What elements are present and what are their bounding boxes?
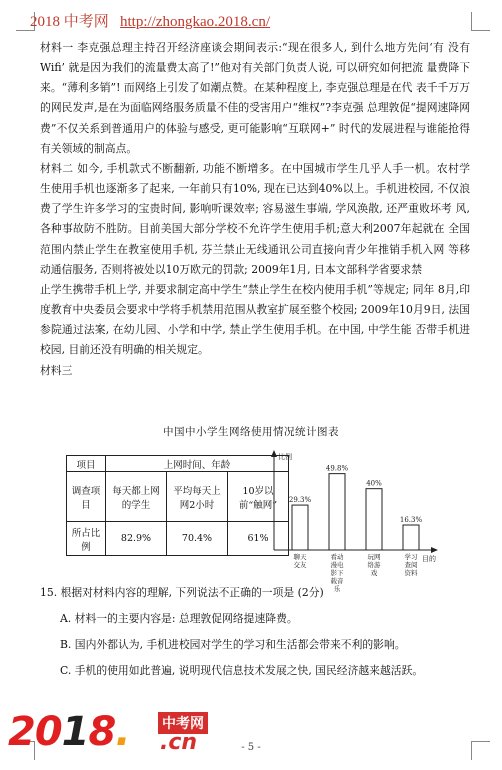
logo-part: . — [115, 709, 130, 755]
bar — [329, 474, 345, 550]
crop-mark-top-right — [471, 12, 490, 31]
table-row — [67, 456, 289, 472]
page-header — [30, 10, 270, 31]
chart-title: 中国中小学生网络使用情况统计图表 — [163, 426, 339, 438]
question-stem: 15. 根据对材料内容的理解, 下列说法不正确的一项是 (2分) — [40, 586, 324, 599]
material-three-label: 材料三 — [40, 363, 73, 377]
option-b: B. 国内外都认为, 手机进校园对学生的学习和生活都会带来不利的影响。 — [60, 638, 406, 651]
logo-part: 20 — [8, 709, 62, 755]
header-site: 2018 中考网 — [30, 14, 109, 30]
bar-chart — [262, 450, 442, 593]
option-c: C. 手机的使用如此普遍, 说明现代信息技术发展之快, 国民经济越来越活跃。 — [60, 664, 424, 677]
material-two-continued: 止学生携带手机上学, 并要求制定高中学生“禁止学生在校内使用手机”等规定; 同年 8月,印度教育中央委员会要求中学将手机禁用范围从教室扩展至整个校园; 2009年10月9日, 法国参院通过法案, 在幼儿园、小学和中学, 禁止学生使用手机。在中国, 中学生能 否带手机进校园, 目前还没有明确的相关规定。 — [40, 282, 470, 357]
x-axis-label: 目的 — [422, 555, 436, 563]
table-row — [67, 472, 289, 522]
question-15 — [40, 584, 470, 680]
logo-badge: 中考网 — [158, 712, 208, 734]
material-text — [40, 38, 470, 381]
table-cell: 82.9% — [106, 522, 167, 556]
bar-value-label: 16.3% — [399, 516, 423, 525]
table-cell: 70.4% — [167, 522, 228, 556]
table-cell: 调查项目 — [67, 472, 106, 522]
table-cell: 上网时间、年龄 — [106, 456, 289, 472]
stats-table — [66, 455, 289, 556]
bar — [366, 489, 382, 550]
bar — [403, 525, 419, 550]
table-cell: 所占比例 — [67, 522, 106, 556]
bar-value-label: 29.3% — [288, 496, 312, 505]
category-label: 玩网络游戏 — [367, 553, 381, 577]
material-one: 材料一 李克强总理主持召开经济座谈会期间表示:“现在很多人, 到什么地方先问‘有 没有Wifi’ 就是因为我们的流量费太高了!”他对有关部门负责人说, 可以研究如何把流 量费降下来。“薄利多销”! 而网络上引发了如潮点赞。在某种程度上, 李克强总理是在代 表千千万万的网民发声,是在为面临网络服务质量不佳的受害用户“维权”?李克强 总理敦促“提网速降网费”不仅关系到普通用户的体验与感受, 更可能影响“互联网+” 时代的发展进程与谁能抢得有关领域的制高点。 — [40, 41, 470, 155]
logo-part: 1 — [61, 709, 89, 755]
bar — [292, 505, 308, 550]
table-cell: 每天都上网的学生 — [106, 472, 167, 522]
category-label: 聊天交友 — [293, 553, 307, 569]
logo-part: 8 — [88, 709, 116, 755]
option-a: A. 材料一的主要内容是: 总理敦促网络提速降费。 — [60, 612, 298, 625]
material-two: 材料二 如今, 手机款式不断翻新, 功能不断增多。在中国城市学生几乎人手一机。农村学 生使用手机也逐渐多了起来, 一年前只有10%, 现在已达到40%以上。手机进校园, 不仅浪 费了学生许多学习的宝贵时间, 影响听课效率; 容易滋生事端, 学风涣散, 还严重败坏考 风, 各种事故防不胜防。目前美国大部分学校不允许学生使用手机;意大利2007年起就在 全国范围内禁止学生在教室使用手机, 芬兰禁止无线通讯公司直接向青少年推销手机入网 等移动通信服务, 否则将被处以10万欧元的罚款; 2009年1月, 日本文部科学省要求禁 — [40, 161, 470, 276]
y-axis-label: 比例 — [278, 453, 292, 461]
category-label: 看动漫电影下载音乐 — [330, 553, 344, 593]
bar-value-label: 40% — [366, 479, 382, 488]
logo-domain: .cn — [160, 730, 198, 755]
table-cell: 10岁以 前“触网” — [228, 472, 289, 522]
y-axis-arrow-icon — [271, 450, 277, 457]
bar-value-label: 49.8% — [325, 464, 349, 473]
table-row — [67, 522, 289, 556]
page-number: - 5 - — [241, 742, 261, 753]
table-cell: 平均每天上网2小时 — [167, 472, 228, 522]
category-label: 学习查阅资料 — [404, 553, 418, 577]
table-cell: 61% — [228, 522, 289, 556]
table-cell: 项目 — [67, 456, 106, 472]
header-url-link[interactable]: http://zhongkao.2018.cn/ — [120, 14, 270, 30]
x-axis-arrow-icon — [431, 547, 438, 553]
